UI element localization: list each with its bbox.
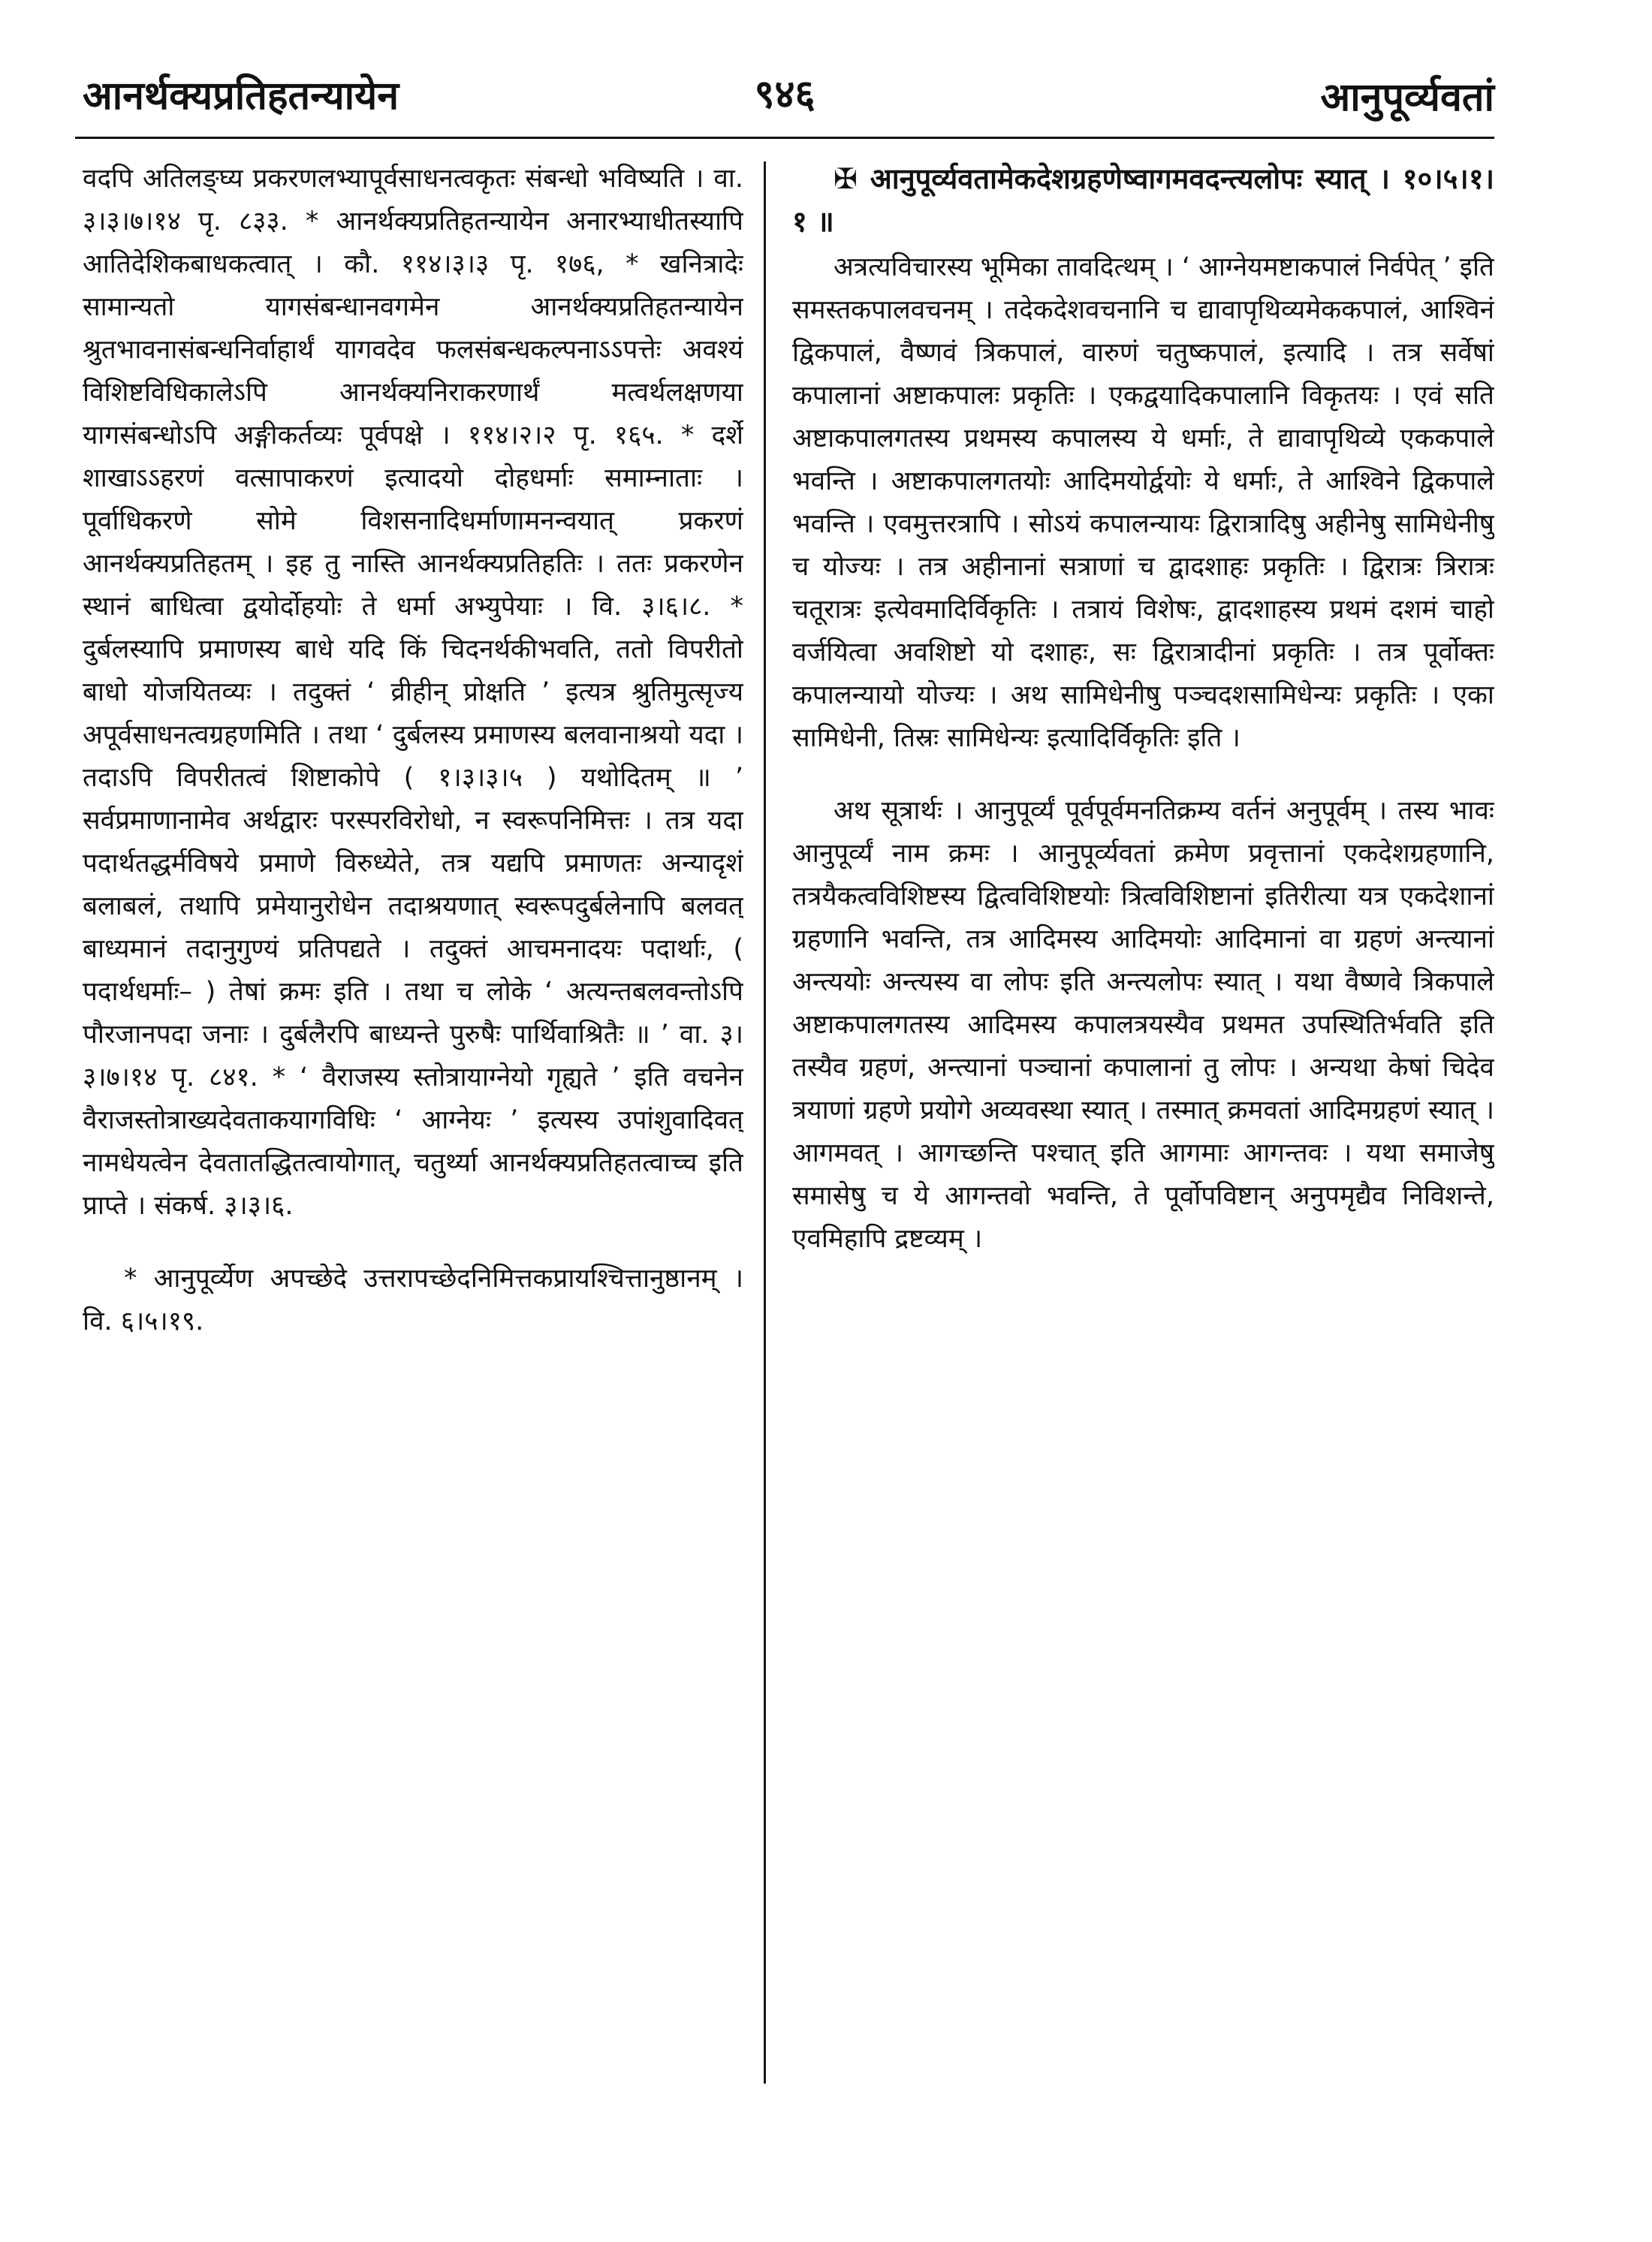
page-number: ९४६ <box>754 72 815 117</box>
sutra-marker-icon: ✠ <box>834 162 858 195</box>
sutra-heading <box>792 158 1494 243</box>
right-column <box>792 158 1494 2110</box>
header-rule <box>75 137 1494 139</box>
left-paragraph: * आनुपूर्व्येण अपच्छेदे उत्तरापच्छेदनिमित्तकप्रायश्चित्तानुष्ठानम् । वि. ६।५।१९. <box>83 1264 743 1336</box>
right-paragraph: अथ सूत्रार्थः । आनुपूर्व्यं पूर्वपूर्वमनतिक्रम्य वर्तनं अनुपूर्वम् । तस्य भावः आनुपूर्व्यं नाम क्रमः । आनुपूर्व्यवतां क्रमेण प्रवृत्तानां एकदेशग्रहणानि, तत्रयैकत्वविशिष्टस्य द्वित्वविशिष्टयोः त्रित्वविशिष्टानां इतिरीत्या यत्र एकदेशानां ग्रहणानि भवन्ति, तत्र आदिमस्य आदिमयोः आदिमानां वा ग्रहणं अन्त्यानां अन्त्ययोः अन्त्यस्य वा लोपः इति अन्त्यलोपः स्यात् । यथा वैष्णवे त्रिकपाले अष्टाकपालगतस्य आदिमस्य कपालत्रयस्यैव प्रथमत उपस्थितिर्भवति इति तस्यैव ग्रहणं, अन्त्यानां पञ्चानां कपालानां तु लोपः । अन्यथा केषां चिदेव त्रयाणां ग्रहणे प्रयोगे अव्यवस्था स्यात् । तस्मात् क्रमवतां आदिमग्रहणं स्यात् । आगमवत् । आगच्छन्ति पश्चात् इति आगमाः आगन्तवः । यथा समाजेषु समासेषु च ये आगन्तवो भवन्ति, ते पूर्वोपविष्टान् अनुपमृद्यैव निविशन्ते, एवमिहापि द्रष्टव्यम् । <box>792 796 1494 1254</box>
page-header <box>75 53 1494 135</box>
sutra-heading-text: आनुपूर्व्यवतामेकदेशग्रहणेष्वागमवदन्त्यलोपः स्यात् । १०।५।१।१ ॥ <box>792 162 1494 238</box>
left-paragraph: वदपि अतिलङ्घ्य प्रकरणलभ्यापूर्वसाधनत्वकृतः संबन्धो भविष्यति । वा. ३।३।७।१४ पृ. ८३३. * आनर्थक्यप्रतिहतन्यायेन अनारभ्याधीतस्यापि आतिदेशिकबाधकत्वात् । कौ. ११४।३।३ पृ. १७६, * खनित्रादेः सामान्यतो यागसंबन्धानवगमेन आनर्थक्यप्रतिहतन्यायेन श्रुतभावनासंबन्धनिर्वाहार्थं यागवदेव फलसंबन्धकल्पनाऽऽपत्तेः अवश्यं विशिष्टविधिकालेऽपि आनर्थक्यनिराकरणार्थं मत्वर्थलक्षणया यागसंबन्धोऽपि अङ्गीकर्तव्यः पूर्वपक्षे । ११४।२।२ पृ. १६५. * दर्शे शाखाऽऽहरणं वत्सापाकरणं इत्यादयो दोहधर्माः समाम्नाताः । पूर्वाधिकरणे सोमे विशसनादिधर्माणामनन्वयात् प्रकरणं आनर्थक्यप्रतिहतम् । इह तु नास्ति आनर्थक्यप्रतिहतिः । ततः प्रकरणेन स्थानं बाधित्वा द्वयोर्दोहयोः ते धर्मा अभ्युपेयाः । वि. ३।६।८. * दुर्बलस्यापि प्रमाणस्य बाधे यदि किं चिदनर्थकीभवति, ततो विपरीतो बाधो योजयितव्यः । तदुक्तं ‘ व्रीहीन् प्रोक्षति ’ इत्यत्र श्रुतिमुत्सृज्य अपूर्वसाधनत्वग्रहणमिति । तथा ‘ दुर्बलस्य प्रमाणस्य बलवानाश्रयो यदा । तदाऽपि विपरीतत्वं शिष्टाकोपे ( १।३।३।५ ) यथोदितम् ॥ ’ सर्वप्रमाणानामेव अर्थद्वारः परस्परविरोधो, न स्वरूपनिमित्तः । तत्र यदा पदार्थतद्धर्मविषये प्रमाणे विरुध्येते, तत्र यद्यपि प्रमाणतः अन्यादृशं बलाबलं, तथापि प्रमेयानुरोधेन तदाश्रयणात् स्वरूपदुर्बलेनापि बलवत् बाध्यमानं तदानुगुण्यं प्रतिपद्यते । तदुक्तं आचमनादयः पदार्थाः, ( पदार्थधर्माः– ) तेषां क्रमः इति । तथा च लोके ‘ अत्यन्तबलवन्तोऽपि पौरजानपदा जनाः । दुर्बलैरपि बाध्यन्ते पुरुषैः पार्थिवाश्रितैः ॥ ’ वा. ३।३।७।१४ पृ. ८४१. * ‘ वैराजस्य स्तोत्रायाग्नेयो गृह्यते ’ इति वचनेन वैराजस्तोत्राख्यदेवताकयागविधिः ‘ आग्नेयः ’ इत्यस्य उपांशुवादिवत् नामधेयत्वेन देवतातद्धितत्वायोगात्, चतुर्थ्या आनर्थक्यप्रतिहतत्वाच्च इति प्राप्ते । संकर्ष. ३।३।६. <box>83 164 743 1221</box>
header-right-title: आनुपूर्व्यवतां <box>1320 75 1494 120</box>
column-divider <box>764 161 766 2084</box>
left-column <box>83 158 743 2110</box>
right-paragraph: अत्रत्यविचारस्य भूमिका तावदित्थम् । ‘ आग्नेयमष्टाकपालं निर्वपेत् ’ इति समस्तकपालवचनम् । तदेकदेशवचनानि च द्यावापृथिव्यमेककपालं, आश्विनं द्विकपालं, वैष्णवं त्रिकपालं, वारुणं चतुष्कपालं, इत्यादि । तत्र सर्वेषां कपालानां अष्टाकपालः प्रकृतिः । एकद्वयादिकपालानि विकृतयः । एवं सति अष्टाकपालगतस्य प्रथमस्य कपालस्य ये धर्माः, ते द्यावापृथिव्ये एककपाले भवन्ति । अष्टाकपालगतयोः आदिमयोर्द्वयोः ये धर्माः, ते आश्विने द्विकपाले भवन्ति । एवमुत्तरत्रापि । सोऽयं कपालन्यायः द्विरात्रादिषु अहीनेषु सामिधेनीषु च योज्यः । तत्र अहीनानां सत्राणां च द्वादशाहः प्रकृतिः । द्विरात्रः त्रिरात्रः चतूरात्रः इत्येवमादिर्विकृतिः । तत्रायं विशेषः, द्वादशाहस्य प्रथमं दशमं चाहो वर्जयित्वा अवशिष्टो यो दशाहः, सः द्विरात्रादीनां प्रकृतिः । तत्र पूर्वोक्तः कपालन्यायो योज्यः । अथ सामिधेनीषु पञ्चदशसामिधेन्यः प्रकृतिः । एका सामिधेनी, तिस्रः सामिधेन्यः इत्यादिर्विकृतिः इति । <box>792 252 1494 753</box>
header-left-title: आनर्थक्यप्रतिहतन्यायेन <box>83 74 399 119</box>
